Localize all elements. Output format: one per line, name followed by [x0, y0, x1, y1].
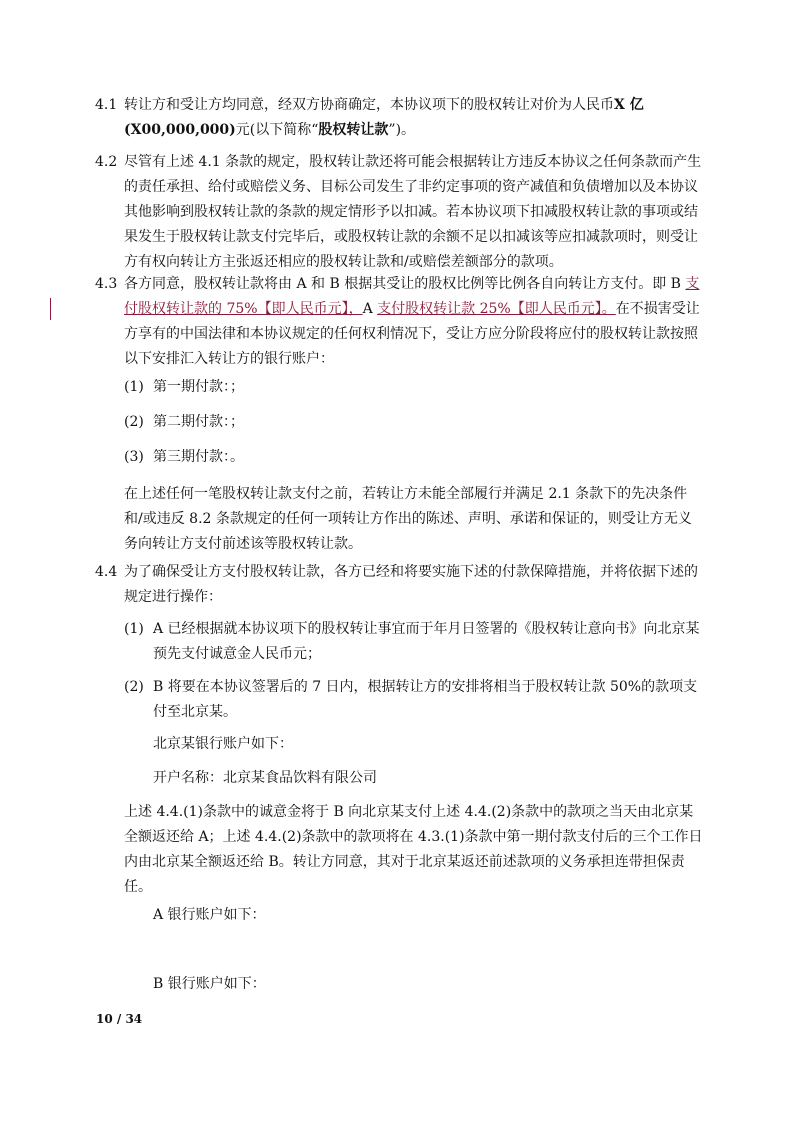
list-item-text: B 将要在本协议签署后的 7 日内，根据转让方的安排将相当于股权转让款 50%的款项支付至北京某。 — [153, 679, 698, 720]
clause-text: ”)。 — [388, 122, 416, 138]
clause-body: 尽管有上述 4.1 条款的规定，股权转让款还将可能会根据转让方违反本协议之任何条款而产生的责任承担、给付或赔偿义务、目标公司发生了非约定事项的资产减值和负债增加以及本协议其他影响到股权转让款的条款的规定情形予以扣减。若本协议项下扣减股权转让款的事项或结果发生于股权转让款支付完毕后，或股权转让款的余额不足以扣减该等应扣减款项时，则受让方有权向转让方主张返还相应的股权转让款和/或赔偿差额部分的款项。 — [124, 154, 702, 270]
payment-item-1 — [124, 375, 704, 400]
revision-change-bar — [50, 298, 51, 320]
beijing-account-name: 开户名称：北京某食品饮料有限公司 — [153, 770, 377, 786]
guarantee-item-1 — [124, 617, 704, 667]
list-marker: (2) — [124, 414, 144, 430]
b-account-label: B 银行账户如下： — [153, 976, 266, 992]
clause-number: 4.3 — [95, 276, 118, 292]
defined-term: 股权转让款 — [318, 122, 389, 138]
clause-body — [124, 272, 705, 372]
clause-4-1 — [95, 93, 705, 143]
clause-4-3-tail: 在上述任何一笔股权转让款支付之前，若转让方未能全部履行并满足 2.1 条款下的先决条件和/或违反 8.2 条款规定的任何一项转让方作出的陈述、声明、承诺和保证的，则受让方无义务向转让方支付前述该等股权转让款。 — [124, 486, 692, 552]
tracked-insertion[interactable]: 支付股权转让款 25%【即人民币元】。 — [377, 301, 616, 317]
clause-text: 各方同意，股权转让款将由 A 和 B 根据其受让的股权比例等比例各自向转让方支付。即 B — [124, 276, 686, 292]
guarantee-item-2 — [124, 675, 704, 725]
list-marker: (3) — [124, 449, 144, 465]
tracked-insertion[interactable]: 支付股权转让款的 75%【即人民币元】， — [124, 276, 700, 317]
price-amount-words: X 亿 — [614, 97, 644, 113]
clause-4-2 — [95, 150, 705, 275]
clause-text: A — [362, 301, 378, 317]
list-item-text: 第一期付款：； — [153, 379, 244, 395]
page-number: 10 / 34 — [96, 1012, 143, 1026]
clause-number: 4.1 — [95, 97, 118, 113]
list-item-text: A 已经根据就本协议项下的股权转让事宜而于年月日签署的《股权转让意向书》向北京某预先支付诚意金人民币元； — [153, 621, 700, 662]
clause-text: 转让方和受让方均同意，经双方协商确定，本协议项下的股权转让对价为人民币 — [124, 97, 614, 113]
clause-number: 4.4 — [95, 564, 118, 580]
clause-text: 在不损害受让方享有的中国法律和本协议规定的任何权利情况下，受让方应分阶段将应付的股权转让款按照以下安排汇入转让方的银行账户： — [124, 301, 700, 367]
clause-number: 4.2 — [95, 154, 118, 170]
list-item-text: 第三期付款：。 — [153, 449, 244, 465]
payment-item-2 — [124, 410, 704, 435]
clause-body: 为了确保受让方支付股权转让款，各方已经和将要实施下述的付款保障措施，并将依据下述的规定进行操作： — [124, 564, 698, 605]
list-marker: (2) — [124, 679, 144, 695]
payment-item-3 — [124, 445, 704, 470]
list-item-text: 第二期付款：； — [153, 414, 244, 430]
refund-paragraph: 上述 4.4.(1)条款中的诚意金将于 B 向北京某支付上述 4.4.(2)条款中的款项之当天由北京某全额返还给 A；上述 4.4.(2)条款中的款项将在 4.3.(1)条款中第一期付款支付后的三个工作日内由北京某全额返还给 B。转让方同意，其对于北京某返还前述款项的义务承担连带担保责任。 — [124, 804, 703, 895]
list-marker: (1) — [124, 621, 144, 637]
beijing-account-label: 北京某银行账户如下： — [153, 736, 293, 752]
clause-body — [124, 93, 705, 143]
clause-4-4 — [95, 560, 705, 610]
clause-text: 元(以下简称“ — [235, 122, 319, 138]
clause-4-3 — [95, 272, 705, 372]
a-account-label: A 银行账户如下： — [153, 907, 266, 923]
price-amount-digits: (X00,000,000) — [124, 122, 236, 138]
list-marker: (1) — [124, 379, 144, 395]
